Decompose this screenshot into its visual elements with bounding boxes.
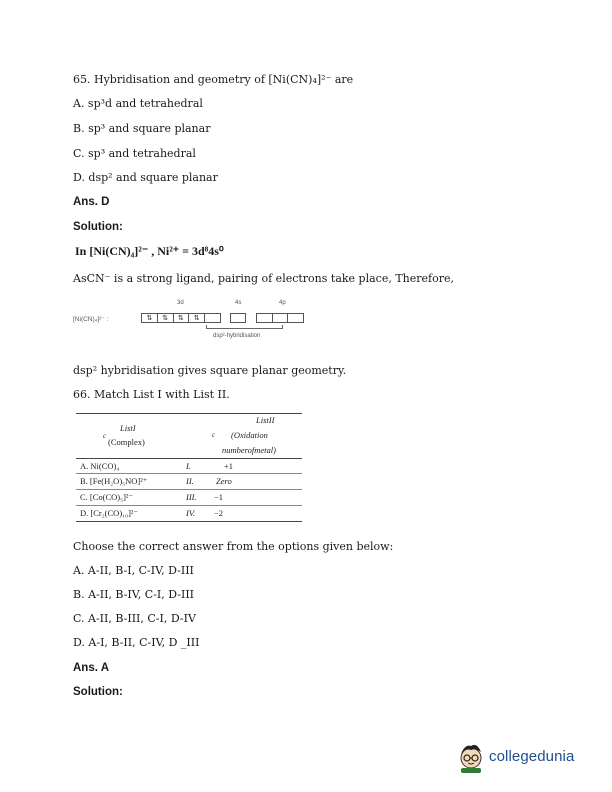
table-row-c-right: −1 [214,492,224,502]
diagram-label-4s: 4s [235,300,242,306]
diagram-complex-label: [Ni(CN)₄]²⁻ : [73,316,109,323]
table-row-a-num: I. [186,461,191,471]
q65-option-b: B. sp³ and square planar [73,122,211,135]
s-orbital-box [230,313,246,323]
q65-math-line: In [Ni(CN)₄]²⁻ , Ni²⁺ = 3d⁸4s⁰ [75,244,224,258]
collegedunia-logo [455,740,585,774]
table-h1-line2: (Complex) [108,437,145,447]
q66-prompt: Choose the correct answer from the options given below: [73,540,394,553]
q65-answer: Ans. D [73,196,110,208]
table-top-rule [76,413,302,414]
p-orbital-3 [288,314,303,322]
d-orbital-3: ⇅ [174,314,190,322]
table-h1-line1: ListI [120,423,136,433]
q66-question: 66. Match List I with List II. [73,388,230,401]
d-orbital-1: ⇅ [142,314,158,322]
q66-option-b: B. A-II, B-IV, C-I, D-III [73,588,195,601]
table-h2-line1: ListII [256,415,275,425]
q66-option-d: D. A-I, B-II, C-IV, D _III [73,636,200,649]
d-orbital-boxes [141,313,221,323]
s-orbital [231,314,245,322]
q66-option-a: A. A-II, B-I, C-IV, D-III [73,564,194,577]
p-orbital-2 [273,314,289,322]
q66-answer: Ans. A [73,662,109,674]
table-row-a-right: +1 [224,461,234,471]
table-bottom-rule [76,521,302,522]
q66-option-c: C. A-II, B-III, C-I, D-IV [73,612,196,625]
d-orbital-4: ⇅ [189,314,205,322]
table-h1-c: c [103,432,107,440]
q65-question: 65. Hybridisation and geometry of [Ni(CN)₄]²⁻ are [73,73,354,86]
q65-option-d: D. dsp² and square planar [73,171,218,184]
q65-conclusion: dsp² hybridisation gives square planar geometry. [73,364,347,377]
orbital-diagram [73,300,333,350]
q65-explanation: AsCN⁻ is a strong ligand, pairing of electrons take place, Therefore, [73,272,454,285]
table-h2-line3: numberofmetal) [222,445,276,455]
diagram-label-4p: 4p [279,300,286,306]
logo-text: collegedunia [489,748,575,765]
d-orbital-5 [205,314,220,322]
q65-option-c: C. sp³ and tetrahedral [73,147,196,160]
table-row-b-left: B. [Fe(H₂O)₅NO]²⁺ [80,476,148,486]
table-rule [76,505,302,506]
table-row-d-right: −2 [214,508,224,518]
diagram-label-3d: 3d [177,300,184,306]
table-h2-line2: (Oxidation [231,430,268,440]
table-row-a-left: A. Ni(CO)₄ [80,461,120,471]
table-rule [76,473,302,474]
mascot-icon [455,740,487,774]
table-h2-c: c [212,431,216,439]
diagram-hybrid-label: dsp²-hybridisation [213,333,261,339]
table-row-b-right: Zero [216,476,232,486]
table-row-d-num: IV. [186,508,196,518]
table-row-c-num: III. [186,492,197,502]
table-row-c-left: C. [Co(CO)₅]²⁻ [80,492,133,502]
d-orbital-2: ⇅ [158,314,174,322]
q66-solution-label: Solution: [73,686,123,698]
q65-solution-label: Solution: [73,221,123,233]
q65-option-a: A. sp³d and tetrahedral [73,97,203,110]
p-orbital-1 [257,314,273,322]
hybrid-brace [206,325,283,329]
table-header-rule [76,458,302,459]
table-rule [76,489,302,490]
table-row-d-left: D. [Cr₂(CO)₁₀]²⁻ [80,508,138,518]
table-row-b-num: II. [186,476,194,486]
p-orbital-boxes [256,313,304,323]
